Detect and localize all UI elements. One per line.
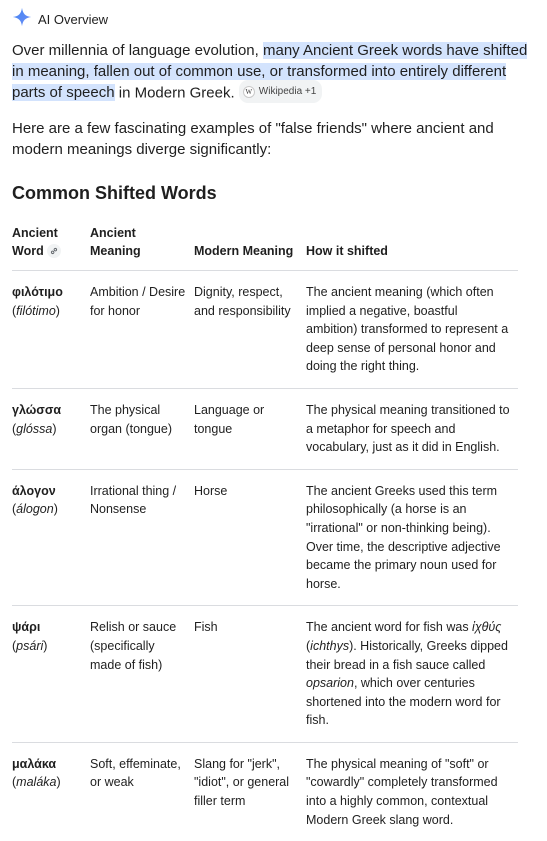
modern-meaning-cell: Horse [194,469,306,606]
greek-term: opsarion [306,676,354,691]
ai-overview-title: AI Overview [38,11,109,27]
intro-text: Over millennia of language evolution, [12,42,263,59]
greek-word: ψάρι [12,620,41,635]
how-shifted-cell: The ancient meaning (which often implied a negative, boastful ambition) transformed to represent a deep sense of personal honor and doing the right thing. [306,271,518,389]
header-ancient-word [12,218,90,271]
transliteration: psári [16,638,44,653]
how-shifted-cell [306,606,518,743]
how-text: The ancient word for fish was [306,620,473,635]
ancient-meaning-cell: Soft, effeminate, or weak [90,756,181,790]
greek-term: ἰχθύς [472,620,502,635]
greek-word: φιλότιμο [12,285,63,299]
ancient-meaning-cell: Relish or sauce (specifically made of fish) [90,606,194,743]
modern-meaning-cell: Language or tongue [194,388,306,469]
greek-word: άλογον [12,483,56,498]
modern-meaning-cell: Fish [194,606,306,743]
transliteration: álogon [16,502,54,517]
table-row [12,606,518,743]
intro-paragraph [12,40,535,105]
how-text: ( [306,638,311,653]
transliteration: filótimo [16,303,56,318]
how-shifted-cell: The physical meaning of "soft" or "cowardly" completely transformed into a highly common, contextual Modern Greek slang word. [306,756,498,827]
shifted-words-table [12,218,518,841]
transliteration: maláka [16,775,57,790]
how-shifted-cell: The ancient Greeks used this term philosophically (a horse is an "irrational" or non-thinking being). Over time, the descriptive adjective became the primary noun used for horse. [306,469,518,606]
wikipedia-icon: W [243,86,255,98]
table-row [12,742,518,841]
ancient-word-cell: άλογον (álogon) [12,469,90,606]
sparkle-icon [12,7,32,32]
link-icon[interactable] [47,244,61,258]
highlighted-claim[interactable]: many Ancient Greek words have shifted in meaning, fallen out of common use, or transformed into entirely different parts of speech [12,42,528,102]
source-chip[interactable] [239,80,323,103]
header-ancient-meaning: Ancient Meaning [90,218,194,271]
table-row [12,271,518,389]
section-title: Common Shifted Words [12,183,217,203]
modern-meaning-cell: Slang for "jerk", "idiot", or general filler term [194,756,290,809]
greek-word: μαλάκα [12,756,57,771]
ancient-meaning-cell: The physical organ (tongue) [90,388,194,469]
source-chip-label: Wikipedia +1 [258,86,317,97]
examples-intro: Here are a few fascinating examples of "false friends" where ancient and modern meanings diverge significantly: [12,120,494,158]
transliteration: glóssa [16,421,53,436]
ancient-word-cell: φιλότιμο (filótimo) [12,271,90,389]
header-modern-meaning: Modern Meaning [194,218,306,271]
ancient-word-cell: γλώσσα (glóssa) [12,388,90,469]
how-text: , which over centuries shortened into the modern word for fish. [306,676,501,728]
intro-text-end: in Modern Greek. [114,84,235,102]
header-how-shifted: How it shifted [306,218,518,271]
how-shifted-cell: The physical meaning transitioned to a metaphor for speech and vocabulary, just as it did in English. [306,388,518,469]
header-label: Ancient [12,226,58,240]
header-label: Word [12,244,44,258]
table-row [12,469,518,606]
how-text: ). Historically, Greeks dipped their bread in a fish sauce called [306,638,508,672]
ai-overview-header [12,0,535,38]
table-header-row [12,218,518,271]
transliteration: ichthys [310,638,350,653]
greek-word: γλώσσα [12,402,62,417]
ancient-meaning-cell: Irrational thing / Nonsense [90,469,194,606]
ancient-meaning-cell: Ambition / Desire for honor [90,271,194,389]
modern-meaning-cell: Dignity, respect, and responsibility [194,271,306,389]
ancient-word-cell: ψάρι (psári) [12,606,90,743]
ancient-word-cell: μαλάκα (maláka) [12,742,90,841]
table-row [12,388,518,469]
